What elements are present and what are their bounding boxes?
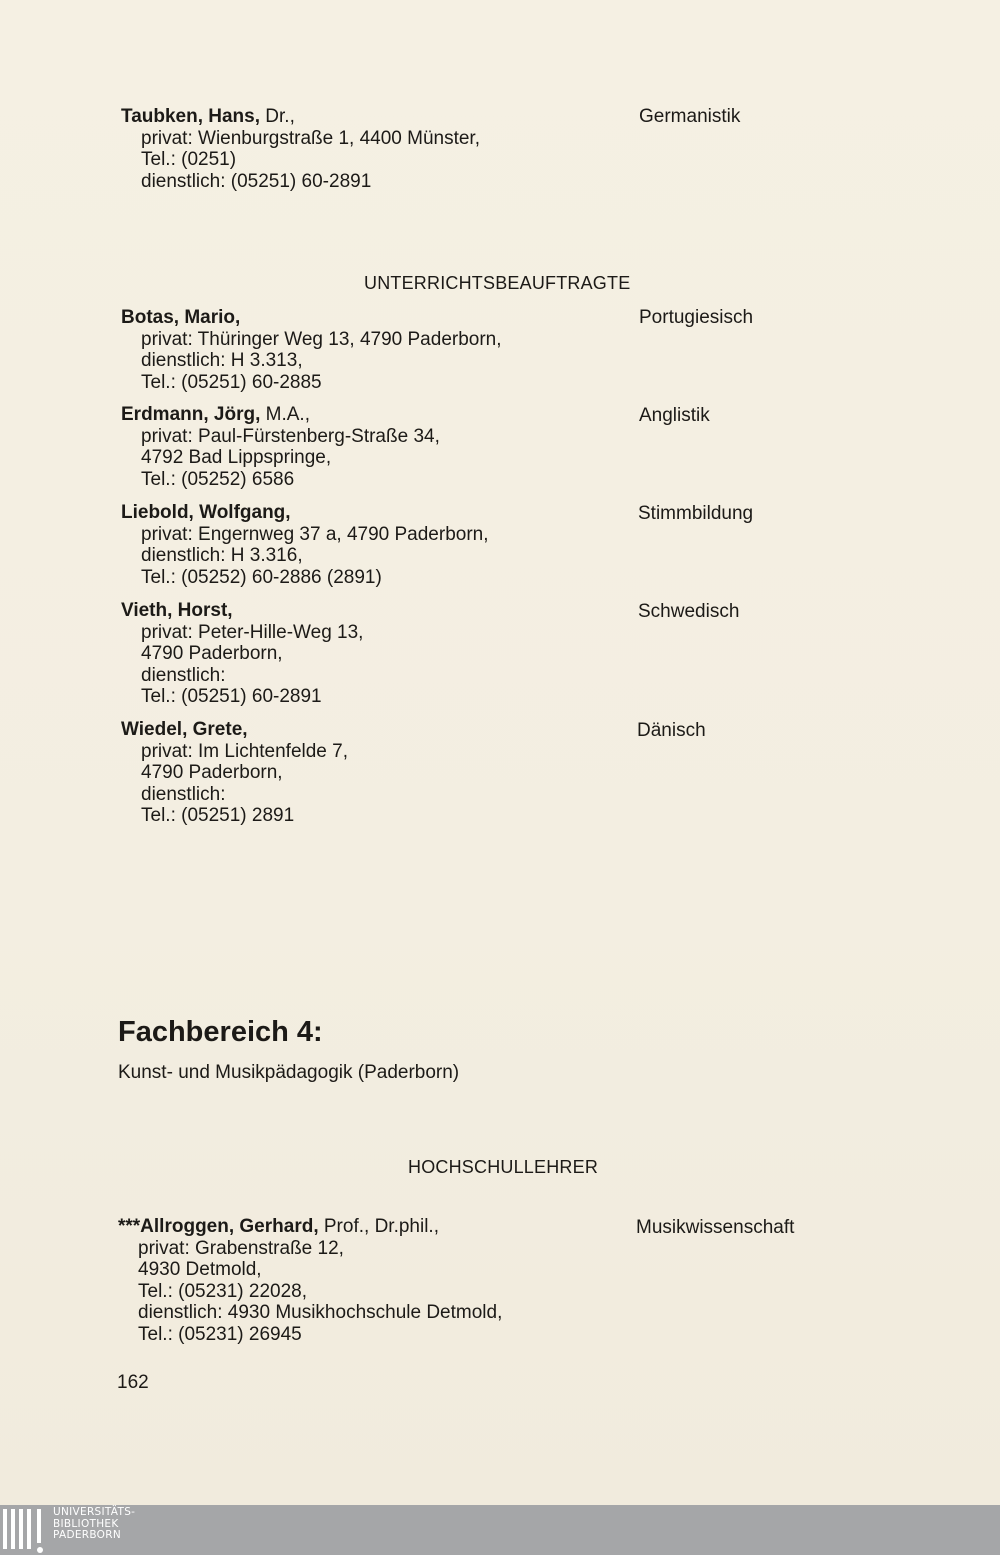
entry-line: privat: Wienburgstraße 1, 4400 Münster, (141, 127, 480, 149)
fachbereich-subtitle: Kunst- und Musikpädagogik (Paderborn) (118, 1062, 460, 1083)
entry-vieth (121, 600, 881, 708)
entry-subject: Germanistik (639, 106, 741, 127)
section-heading-unterrichtsbeauftragte: UNTERRICHTSBEAUFTRAGTE (364, 273, 631, 293)
entry-line: Tel.: (05251) 2891 (141, 805, 295, 826)
entry-subject: Schwedisch (638, 601, 740, 622)
entry-title: Dr., (260, 106, 295, 127)
entry-botas (121, 307, 881, 393)
entry-subject: Dänisch (637, 720, 706, 741)
entry-line: privat: Peter-Hille-Weg 13, (141, 621, 364, 643)
entry-line: 4790 Paderborn, (141, 762, 283, 783)
entry-line: dienstlich: H 3.313, (141, 350, 303, 371)
library-name-line: UNIVERSITÄTS- (53, 1506, 136, 1518)
entry-wiedel (121, 719, 881, 827)
entry-name: Liebold, Wolfgang, (121, 502, 291, 523)
entry-line: Tel.: (05252) 60-2886 (2891) (141, 566, 382, 588)
entry-line: privat: Thüringer Weg 13, 4790 Paderborn, (141, 328, 502, 350)
entry-name: Erdmann, Jörg, (121, 404, 261, 425)
entry-line: privat: Grabenstraße 12, (138, 1237, 344, 1259)
entry-subject: Anglistik (639, 405, 710, 426)
page-number: 162 (117, 1372, 149, 1393)
entry-subject: Portugiesisch (639, 307, 754, 328)
library-name-line: BIBLIOTHEK (53, 1517, 119, 1530)
section-heading-hochschullehrer: HOCHSCHULLEHRER (408, 1157, 599, 1177)
entry-line: Tel.: (05251) 60-2885 (141, 371, 322, 393)
entry-line: dienstlich: (141, 664, 226, 686)
entry-subject: Stimmbildung (638, 503, 754, 524)
entry-line: privat: Im Lichtenfelde 7, (141, 740, 348, 762)
entry-subject: Musikwissenschaft (636, 1217, 795, 1238)
entry-line: Tel.: (05231) 22028, (138, 1280, 308, 1302)
entry-line: Tel.: (05252) 6586 (141, 468, 295, 490)
entry-line: 4790 Paderborn, (141, 643, 283, 664)
library-name-line: PADERBORN (53, 1529, 121, 1541)
entry-line: dienstlich: (141, 783, 226, 805)
entry-line: dienstlich: (05251) 60-2891 (141, 170, 372, 192)
entry-name: Wiedel, Grete, (121, 719, 248, 740)
entry-name: ***Allroggen, Gerhard, (118, 1216, 319, 1237)
entry-line: privat: Paul-Fürstenberg-Straße 34, (141, 425, 440, 447)
entry-line: dienstlich: 4930 Musikhochschule Detmold, (138, 1302, 503, 1323)
entry-line: 4930 Detmold, (138, 1259, 262, 1280)
entry-name: Vieth, Horst, (121, 600, 233, 621)
entry-liebold (121, 502, 881, 588)
library-footer-bar (0, 1505, 1000, 1555)
entry-name: Botas, Mario, (121, 307, 241, 328)
entry-title: M.A., (260, 404, 310, 425)
entry-name: Taubken, Hans, (121, 106, 261, 127)
entry-line: privat: Engernweg 37 a, 4790 Paderborn, (141, 523, 489, 545)
library-name (53, 1507, 135, 1542)
library-logo-icon (0, 1509, 48, 1553)
entry-line: dienstlich: H 3.316, (141, 545, 303, 566)
entry-line: Tel.: (0251) (141, 149, 237, 170)
entry-line: 4792 Bad Lippspringe, (141, 447, 332, 468)
entry-line: Tel.: (05251) 60-2891 (141, 686, 322, 707)
entry-erdmann (121, 404, 881, 490)
entry-taubken (121, 106, 881, 192)
entry-line: Tel.: (05231) 26945 (138, 1323, 302, 1345)
fachbereich-title: Fachbereich 4: (118, 1016, 323, 1048)
entry-title: Prof., Dr.phil., (318, 1216, 439, 1237)
